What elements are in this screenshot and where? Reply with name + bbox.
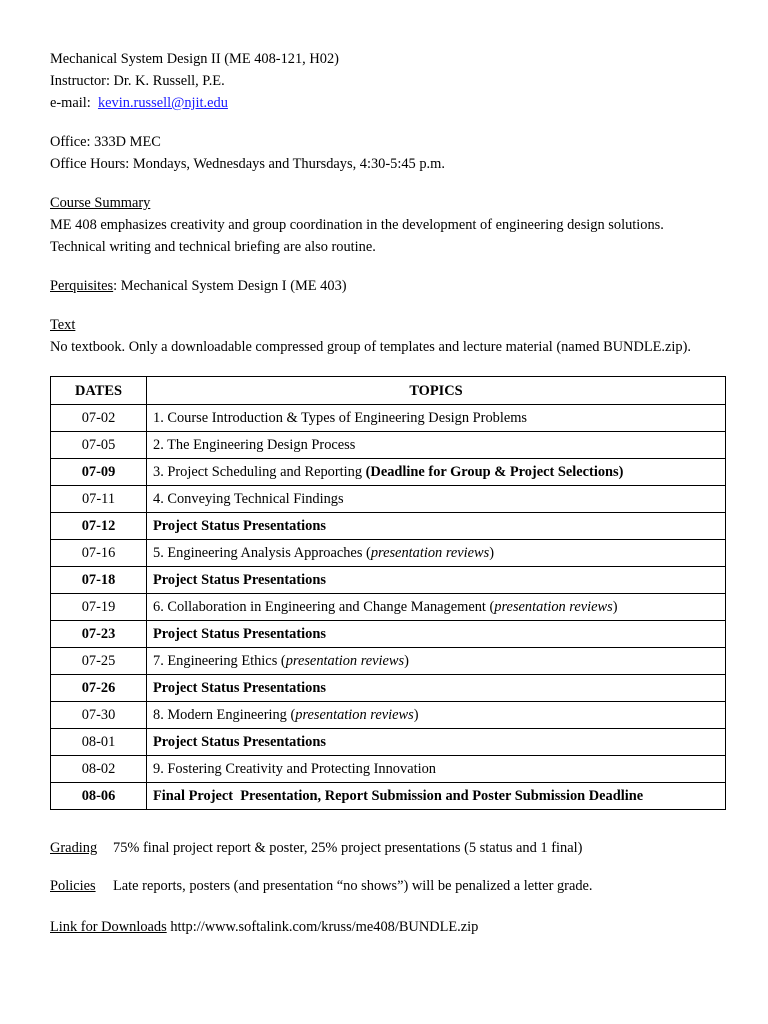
row-topic xyxy=(147,702,726,729)
office-hours-line: Office Hours: Mondays, Wednesdays and Thursdays, 4:30-5:45 p.m. xyxy=(50,156,445,172)
downloads-line xyxy=(50,918,478,936)
schedule-table xyxy=(50,376,726,810)
course-summary-line-2: Technical writing and technical briefing are also routine. xyxy=(50,239,376,255)
row-date: 07-02 xyxy=(51,405,147,432)
row-topic-close: ) xyxy=(404,653,409,669)
row-date: 07-12 xyxy=(51,513,147,540)
table-row xyxy=(51,756,726,783)
row-date: 07-23 xyxy=(51,621,147,648)
row-topic: 4. Conveying Technical Findings xyxy=(147,486,726,513)
row-topic-note: presentation reviews xyxy=(494,599,613,615)
table-row xyxy=(51,540,726,567)
email-line xyxy=(50,94,228,112)
grading-line xyxy=(50,839,582,857)
row-topic-text: 3. Project Scheduling and Reporting xyxy=(153,464,366,480)
text-body: No textbook. Only a downloadable compressed group of templates and lecture material (named BUNDLE.zip). xyxy=(50,339,691,355)
row-topic xyxy=(147,540,726,567)
row-topic-text: 8. Modern Engineering ( xyxy=(153,707,296,723)
downloads-url[interactable]: http://www.softalink.com/kruss/me408/BUNDLE.zip xyxy=(170,919,479,935)
topics-header: TOPICS xyxy=(147,377,726,405)
grading-label: Grading xyxy=(50,840,98,856)
row-topic-close: ) xyxy=(489,545,495,561)
text-heading: Text xyxy=(50,317,76,333)
row-topic xyxy=(147,594,726,621)
course-summary-line-1: ME 408 emphasizes creativity and group coordination in the development of engineering design solutions. xyxy=(50,217,664,233)
table-row xyxy=(51,702,726,729)
table-row xyxy=(51,729,726,756)
prerequisites-label: Perquisites xyxy=(50,278,114,294)
row-topic-text: 7. Engineering Ethics ( xyxy=(153,653,286,669)
row-topic: 1. Course Introduction & Types of Engineering Design Problems xyxy=(147,405,726,432)
row-topic-text: 6. Collaboration in Engineering and Change Management ( xyxy=(153,599,495,615)
row-topic: Project Status Presentations xyxy=(147,729,726,756)
row-topic xyxy=(147,459,726,486)
row-date: 07-05 xyxy=(51,432,147,459)
row-date: 07-09 xyxy=(51,459,147,486)
row-date: 08-02 xyxy=(51,756,147,783)
row-date: 07-16 xyxy=(51,540,147,567)
row-date: 07-26 xyxy=(51,675,147,702)
row-date: 07-11 xyxy=(51,486,147,513)
table-row xyxy=(51,459,726,486)
table-row xyxy=(51,675,726,702)
dates-header: DATES xyxy=(51,377,147,405)
row-date: 07-18 xyxy=(51,567,147,594)
prerequisites-line xyxy=(50,277,347,295)
row-topic: 2. The Engineering Design Process xyxy=(147,432,726,459)
policies-text: Late reports, posters (and presentation “no shows”) will be penalized a letter grade. xyxy=(113,878,593,894)
table-row xyxy=(51,567,726,594)
downloads-label: Link for Downloads xyxy=(50,919,167,935)
course-title: Mechanical System Design II (ME 408-121, H02) xyxy=(50,51,339,67)
row-topic: Project Status Presentations xyxy=(147,567,726,594)
table-row xyxy=(51,621,726,648)
row-topic-note: presentation reviews xyxy=(285,653,405,669)
instructor-line: Instructor: Dr. K. Russell, P.E. xyxy=(50,73,225,89)
table-row xyxy=(51,405,726,432)
table-row xyxy=(51,783,726,810)
row-topic: 9. Fostering Creativity and Protecting Innovation xyxy=(147,756,726,783)
row-topic-note: presentation reviews xyxy=(295,707,414,723)
row-topic: Project Status Presentations xyxy=(147,621,726,648)
row-topic-text: 5. Engineering Analysis Approaches ( xyxy=(153,545,371,561)
row-topic: Final Project Presentation, Report Submission and Poster Submission Deadline xyxy=(147,783,726,810)
row-topic: Project Status Presentations xyxy=(147,513,726,540)
table-row xyxy=(51,432,726,459)
row-topic: Project Status Presentations xyxy=(147,675,726,702)
email-link[interactable]: kevin.russell@njit.edu xyxy=(97,95,228,111)
email-label: e-mail: xyxy=(50,95,91,111)
row-topic-close: ) xyxy=(612,599,618,615)
row-topic xyxy=(147,648,726,675)
policies-label: Policies xyxy=(50,878,96,894)
row-topic-close: ) xyxy=(413,707,419,723)
table-row xyxy=(51,513,726,540)
prerequisites-text: : Mechanical System Design I (ME 403) xyxy=(113,278,347,294)
grading-text: 75% final project report & poster, 25% project presentations (5 status and 1 final) xyxy=(113,840,583,856)
policies-line xyxy=(50,877,593,895)
row-date: 07-19 xyxy=(51,594,147,621)
table-row xyxy=(51,648,726,675)
schedule-header-row xyxy=(51,377,726,405)
row-topic-note: presentation reviews xyxy=(370,545,490,561)
row-date: 08-01 xyxy=(51,729,147,756)
row-topic-deadline: (Deadline for Group & Project Selections) xyxy=(365,464,624,480)
office-line: Office: 333D MEC xyxy=(50,134,161,150)
row-date: 07-30 xyxy=(51,702,147,729)
row-date: 08-06 xyxy=(51,783,147,810)
table-row xyxy=(51,594,726,621)
table-row xyxy=(51,486,726,513)
row-date: 07-25 xyxy=(51,648,147,675)
course-summary-heading: Course Summary xyxy=(50,195,151,211)
